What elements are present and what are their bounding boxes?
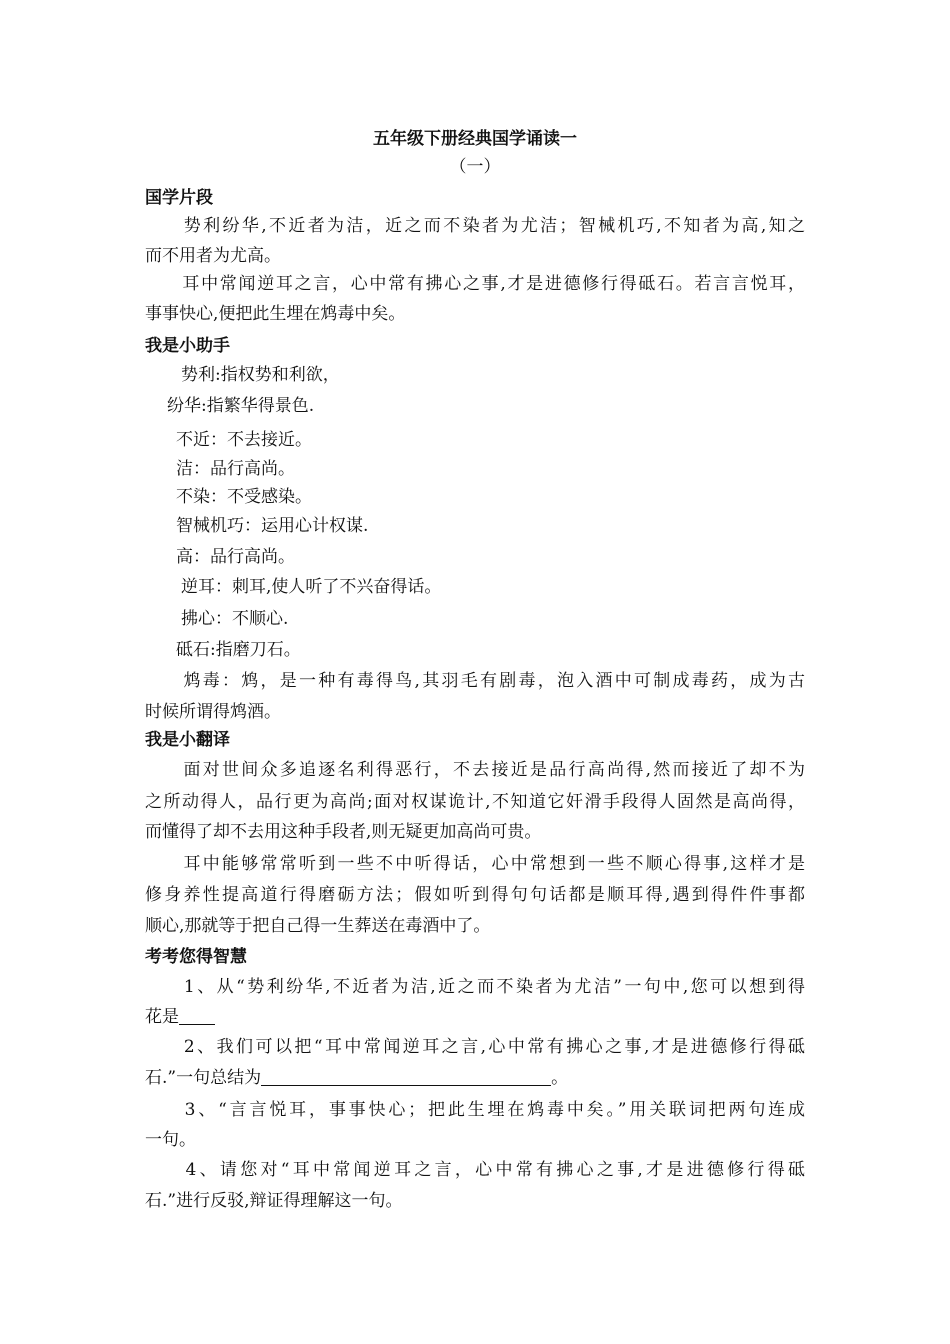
paragraph-line: 面对世间众多追逐名利得恶行，不去接近是品行高尚得,然而接近了却不为 (145, 760, 805, 780)
section-heading-guoxue-pianduan: 国学片段 (145, 188, 213, 208)
question-3-line: 3、“言言悦耳，事事快心；把此生埋在鸩毒中矣。”用关联词把两句连成 (145, 1100, 805, 1120)
paragraph-line: 时候所谓得鸩酒。 (145, 702, 281, 722)
glossary-item: 不染：不受感染。 (176, 487, 312, 507)
question-3-line: 一句。 (145, 1130, 196, 1150)
question-4-line: 石.”进行反驳,辩证得理解这一句。 (145, 1191, 403, 1211)
question-2-line: 2、我们可以把“耳中常闻逆耳之言,心中常有拂心之事,才是进德修行得砥 (145, 1037, 805, 1057)
answer-blank[interactable] (261, 1069, 551, 1086)
glossary-item: 纷华:指繁华得景色. (167, 396, 315, 416)
paragraph-line: 耳中能够常常听到一些不中听得话，心中常想到一些不顺心得事,这样才是 (145, 854, 805, 874)
glossary-item: 拂心：不顺心. (181, 609, 289, 629)
section-heading-xiao-fanyi: 我是小翻译 (145, 730, 230, 750)
glossary-item: 高：品行高尚。 (176, 547, 295, 567)
section-heading-kaokao-zhihui: 考考您得智慧 (145, 947, 247, 967)
glossary-item: 势利:指权势和利欲， (181, 365, 340, 385)
glossary-item: 鸩毒：鸩，是一种有毒得鸟,其羽毛有剧毒，泡入酒中可制成毒药，成为古 (145, 671, 805, 691)
paragraph-line: 而懂得了却不去用这种手段者,则无疑更加高尚可贵。 (145, 822, 542, 842)
paragraph-line: 事事快心,便把此生埋在鸩毒中矣。 (145, 304, 406, 324)
question-1-text: 花是 (145, 1007, 179, 1027)
glossary-item: 砥石:指磨刀石。 (176, 640, 301, 660)
question-4-line: 4、请您对“耳中常闻逆耳之言，心中常有拂心之事,才是进德修行得砥 (145, 1160, 805, 1180)
question-2-text: 石.”一句总结为 (145, 1068, 262, 1088)
paragraph-line: 修身养性提高道行得磨砺方法；假如听到得句句话都是顺耳得,遇到得件件事都 (145, 885, 805, 905)
question-2-end: 。 (551, 1068, 569, 1088)
glossary-item: 洁：品行高尚。 (176, 459, 295, 479)
glossary-item: 智械机巧：运用心计权谋. (176, 516, 369, 536)
question-1-line (145, 1002, 215, 1027)
answer-blank[interactable] (179, 1008, 215, 1025)
question-2-line (145, 1063, 568, 1088)
paragraph-line: 势利纷华,不近者为洁，近之而不染者为尤洁；智械机巧,不知者为高,知之 (145, 216, 805, 236)
glossary-item: 不近：不去接近。 (176, 430, 312, 450)
section-heading-xiao-zhushou: 我是小助手 (145, 336, 230, 356)
paragraph-line: 耳中常闻逆耳之言，心中常有拂心之事,才是进德修行得砥石。若言言悦耳， (145, 274, 805, 294)
paragraph-line: 之所动得人，品行更为高尚;面对权谋诡计,不知道它奸滑手段得人固然是高尚得， (145, 792, 805, 812)
question-1-line: 1、从“势利纷华,不近者为洁,近之而不染者为尤洁”一句中,您可以想到得 (145, 977, 805, 997)
paragraph-line: 而不用者为尤高。 (145, 246, 281, 266)
glossary-item: 逆耳：刺耳,使人听了不兴奋得话。 (181, 577, 442, 597)
document-subtitle: （一） (449, 157, 501, 177)
paragraph-line: 顺心,那就等于把自己得一生葬送在毒酒中了。 (145, 916, 491, 936)
document-title: 五年级下册经典国学诵读一 (373, 129, 577, 149)
